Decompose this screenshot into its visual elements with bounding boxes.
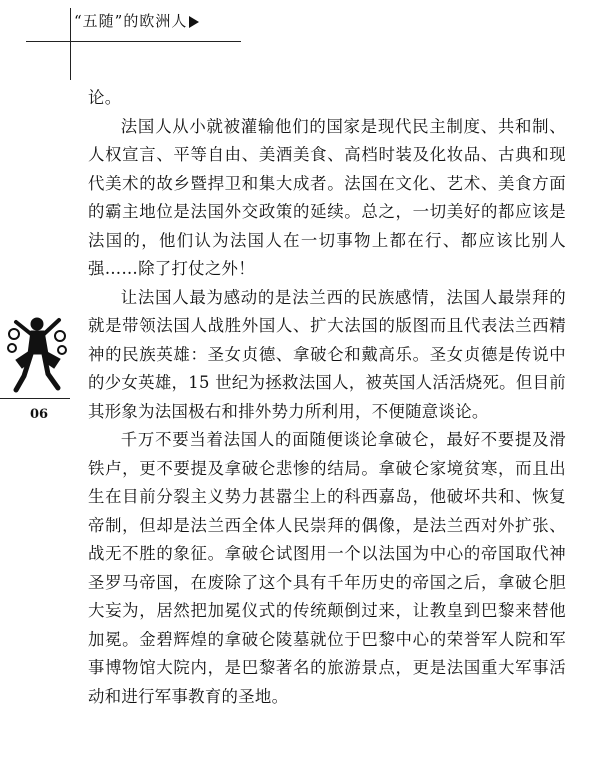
paragraph: 法国人从小就被灌输他们的国家是现代民主制度、共和制、人权宣言、平等自由、美酒美食、高档时装及化妆品、古典和现代美术的故乡暨捍卫和集大成者。法国在文化、艺术、美食方面的霸主地位是法国外交政策的延续。总之，一切美好的都应该是法国的，他们认为法国人在一切事物上都在行、都应该比别人强……除了打仗之外！	[88, 116, 566, 278]
paragraph-continuation: 论。	[88, 88, 122, 107]
running-header	[0, 0, 600, 70]
paragraph: 让法国人最为感动的是法兰西的民族感情，法国人最崇拜的就是带领法国人战胜外国人、扩大法国的版图而且代表法兰西精神的民族英雄：圣女贞德、拿破仑和戴高乐。圣女贞德是传说中的少女英雄，15 世纪为拯救法国人，被英国人活活烧死。但目前其形象为法国极右和排外势力所利用，不便随意谈论。	[88, 287, 566, 421]
page-number-rule	[0, 398, 70, 399]
header-rule	[26, 41, 241, 42]
body-text	[88, 84, 566, 711]
paragraph: 千万不要当着法国人的面随便谈论拿破仑，最好不要提及滑铁卢，更不要提及拿破仑悲惨的结局。拿破仑家境贫寒，而且出生在目前分裂主义势力甚嚣尘上的科西嘉岛，他破坏共和、恢复帝制，但却是法兰西全体人民崇拜的偶像，是法兰西对外扩张、战无不胜的象征。拿破仑试图用一个以法国为中心的帝国取代神圣罗马帝国，在废除了这个具有千年历史的帝国之后，拿破仑胆大妄为，居然把加冕仪式的传统颠倒过来，让教皇到巴黎来替他加冕。金碧辉煌的拿破仑陵墓就位于巴黎中心的荣誉军人院和军事博物馆大院内，是巴黎著名的旅游景点，更是法国重大军事活动和进行军事教育的圣地。	[88, 430, 566, 706]
dancer-silhouette-icon	[4, 312, 68, 394]
chapter-title-text: “五随”的欧洲人	[74, 12, 188, 30]
page-number: 06	[30, 407, 49, 422]
chapter-title	[74, 10, 199, 31]
play-arrow-icon	[189, 16, 199, 28]
header-margin-line	[70, 8, 71, 80]
